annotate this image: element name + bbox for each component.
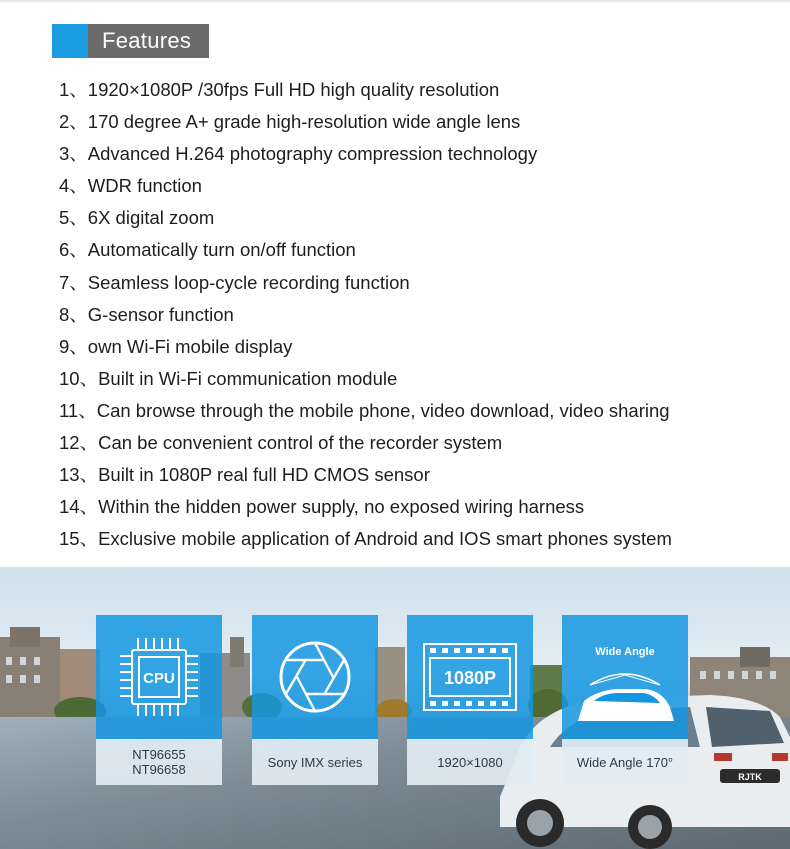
resolution-icon-text: 1080P [443,668,497,688]
spec-line: NT96658 [132,762,186,777]
cpu-chip-icon [116,634,202,720]
section-header [52,24,209,58]
spec-card-cpu [96,615,222,785]
city-road-banner [0,567,790,849]
feature-item: 10、Built in Wi-Fi communication module [59,367,398,389]
top-divider [0,0,790,2]
spec-line: Sony IMX series [267,754,363,770]
spec-card-label [407,739,533,785]
section-title: Features [88,24,209,58]
feature-item: 13、Built in 1080P real full HD CMOS sensor [59,464,430,486]
film-frame-icon [422,642,518,712]
feature-item: 2、170 degree A+ grade high-resolution wide angle lens [59,111,521,133]
car-plate-text: RJTK [738,772,762,782]
spec-card-sensor [252,615,378,785]
cpu-icon-text: CPU [143,670,175,687]
header-accent-block [52,24,88,58]
spec-card-label [96,739,222,785]
feature-list [59,74,779,555]
spec-card-label [562,739,688,785]
spec-card-wide-angle [562,615,688,785]
spec-line: Wide Angle 170° [576,754,674,770]
feature-item: 11、Can browse through the mobile phone, video download, video sharing [59,399,670,421]
spec-line: 1920×1080 [437,754,503,770]
feature-item: 1、1920×1080P /30fps Full HD high quality resolution [59,79,500,100]
spec-card-resolution [407,615,533,785]
spec-line: NT96655 [132,747,186,762]
wide-angle-icon-text: Wide Angle [595,646,655,658]
feature-item: 14、Within the hidden power supply, no exposed wiring harness [59,496,585,518]
feature-item: 15、Exclusive mobile application of Android and IOS smart phones system [59,528,672,550]
feature-item: 8、G-sensor function [59,303,234,325]
camera-aperture-icon [275,637,355,717]
feature-item: 5、6X digital zoom [59,207,215,229]
spec-card-label [252,739,378,785]
feature-item: 6、Automatically turn on/off function [59,239,356,261]
feature-item: 9、own Wi-Fi mobile display [59,335,293,357]
feature-item: 3、Advanced H.264 photography compression technology [59,143,538,165]
feature-item: 12、Can be convenient control of the recorder system [59,432,503,454]
feature-item: 4、WDR function [59,175,202,197]
wide-angle-car-icon [566,627,684,727]
feature-item: 7、Seamless loop-cycle recording function [59,271,410,293]
